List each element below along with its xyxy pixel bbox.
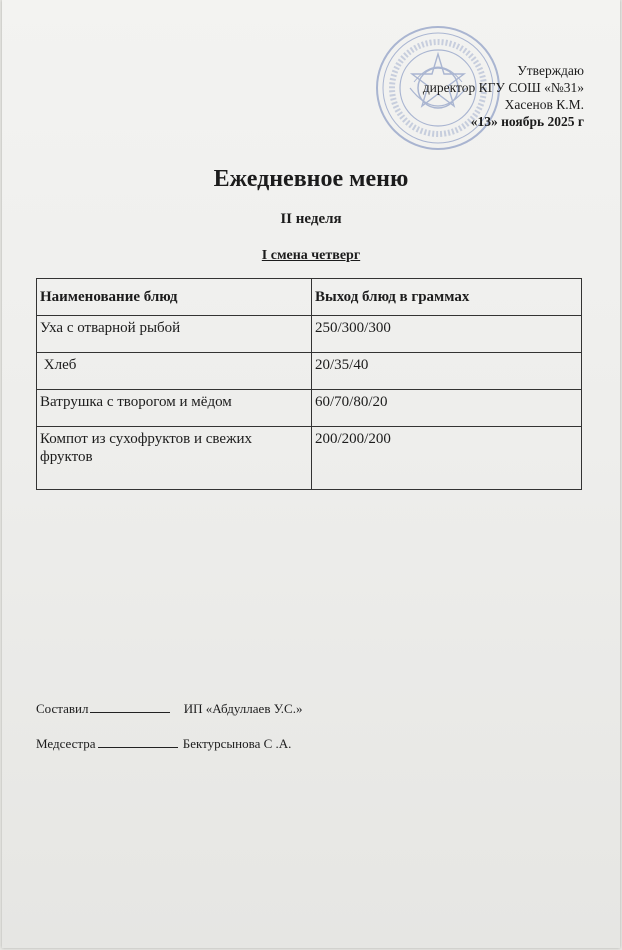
approval-label: Утверждаю <box>517 63 584 78</box>
compiled-name: ИП «Абдуллаев У.С.» <box>183 701 303 716</box>
dish-name: Компот из сухофруктов и свежих фруктов <box>37 427 312 490</box>
table-row <box>37 427 582 490</box>
compiled-label: Составил <box>36 701 89 716</box>
dish-name: Хлеб <box>37 353 312 390</box>
signature-line <box>90 712 170 713</box>
table-row <box>37 390 582 427</box>
dish-output: 250/300/300 <box>312 316 582 353</box>
nurse-label: Медсестра <box>36 736 96 751</box>
approval-name: Хасенов К.М. <box>504 97 584 112</box>
menu-table <box>36 278 582 490</box>
dish-name: Ватрушка с творогом и мёдом <box>37 390 312 427</box>
page-title: Ежедневное меню <box>213 166 409 192</box>
column-header-output: Выход блюд в граммах <box>312 279 582 316</box>
column-header-dish: Наименование блюд <box>37 279 312 316</box>
dish-output: 20/35/40 <box>312 353 582 390</box>
approval-date: «13» ноябрь 2025 г <box>470 114 584 129</box>
document-page <box>2 0 620 948</box>
dish-name: Уха с отварной рыбой <box>37 316 312 353</box>
approval-position: директор КГУ СОШ «№31» <box>422 80 584 95</box>
table-row <box>37 353 582 390</box>
dish-output: 60/70/80/20 <box>312 390 582 427</box>
nurse-line <box>36 736 291 752</box>
week-label: II неделя <box>280 211 342 227</box>
signature-line <box>98 747 178 748</box>
approval-block <box>423 62 584 130</box>
compiled-by-line <box>36 701 302 717</box>
nurse-name: Бектурсынова С .А. <box>182 736 292 751</box>
dish-output: 200/200/200 <box>312 427 582 490</box>
table-header-row <box>37 279 582 316</box>
shift-label: I смена четверг <box>261 248 361 263</box>
table-row <box>37 316 582 353</box>
